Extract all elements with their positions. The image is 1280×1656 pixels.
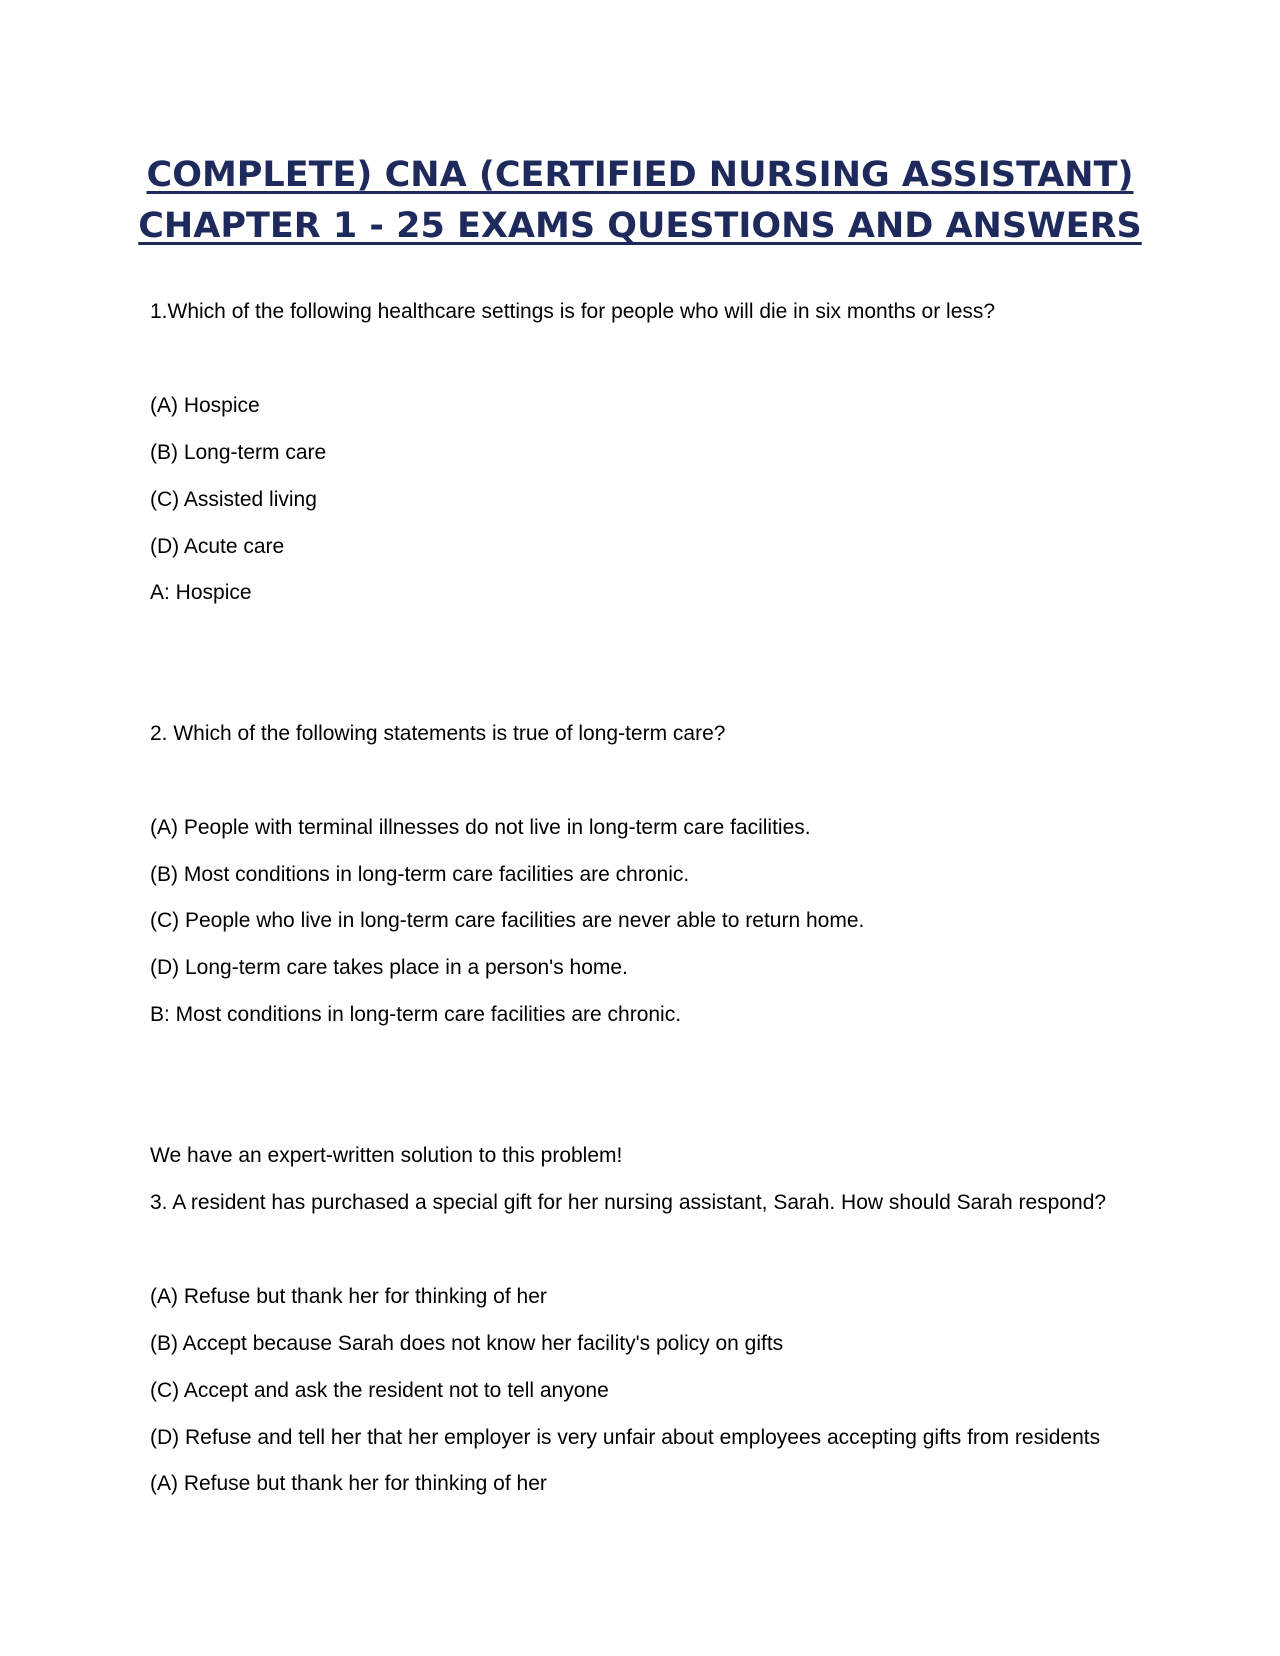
question-3-option-a: (A) Refuse but thank her for thinking of her — [150, 1285, 547, 1308]
document-title — [0, 150, 1280, 252]
expert-solution-note: We have an expert-written solution to this problem! — [150, 1144, 623, 1167]
question-1-option-b: (B) Long-term care — [150, 441, 327, 464]
question-3-option-d: (D) Refuse and tell her that her employer is very unfair about employees accepting gifts from residents — [150, 1426, 1101, 1449]
question-2-answer: B: Most conditions in long-term care facilities are chronic. — [150, 1003, 682, 1026]
question-1-option-a: (A) Hospice — [150, 394, 260, 417]
question-1-text: 1.Which of the following healthcare settings is for people who will die in six months or less? — [150, 300, 996, 323]
question-3-option-b: (B) Accept because Sarah does not know her facility's policy on gifts — [150, 1332, 784, 1355]
question-2-option-b: (B) Most conditions in long-term care facilities are chronic. — [150, 863, 690, 886]
question-2-text: 2. Which of the following statements is true of long-term care? — [150, 722, 726, 745]
question-2-option-a: (A) People with terminal illnesses do not live in long-term care facilities. — [150, 816, 811, 839]
title-line-2: CHAPTER 1 - 25 EXAMS QUESTIONS AND ANSWERS — [138, 206, 1142, 246]
question-3-answer: (A) Refuse but thank her for thinking of her — [150, 1472, 547, 1495]
question-3-option-c: (C) Accept and ask the resident not to tell anyone — [150, 1379, 609, 1402]
title-line-1: COMPLETE) CNA (CERTIFIED NURSING ASSISTANT) — [146, 155, 1134, 195]
question-1-answer: A: Hospice — [150, 581, 252, 604]
question-2-option-d: (D) Long-term care takes place in a person's home. — [150, 956, 628, 979]
question-1-option-c: (C) Assisted living — [150, 488, 317, 511]
question-2-option-c: (C) People who live in long-term care facilities are never able to return home. — [150, 909, 865, 932]
question-1-option-d: (D) Acute care — [150, 535, 285, 558]
question-3-text: 3. A resident has purchased a special gift for her nursing assistant, Sarah. How should Sarah respond? — [150, 1191, 1107, 1214]
